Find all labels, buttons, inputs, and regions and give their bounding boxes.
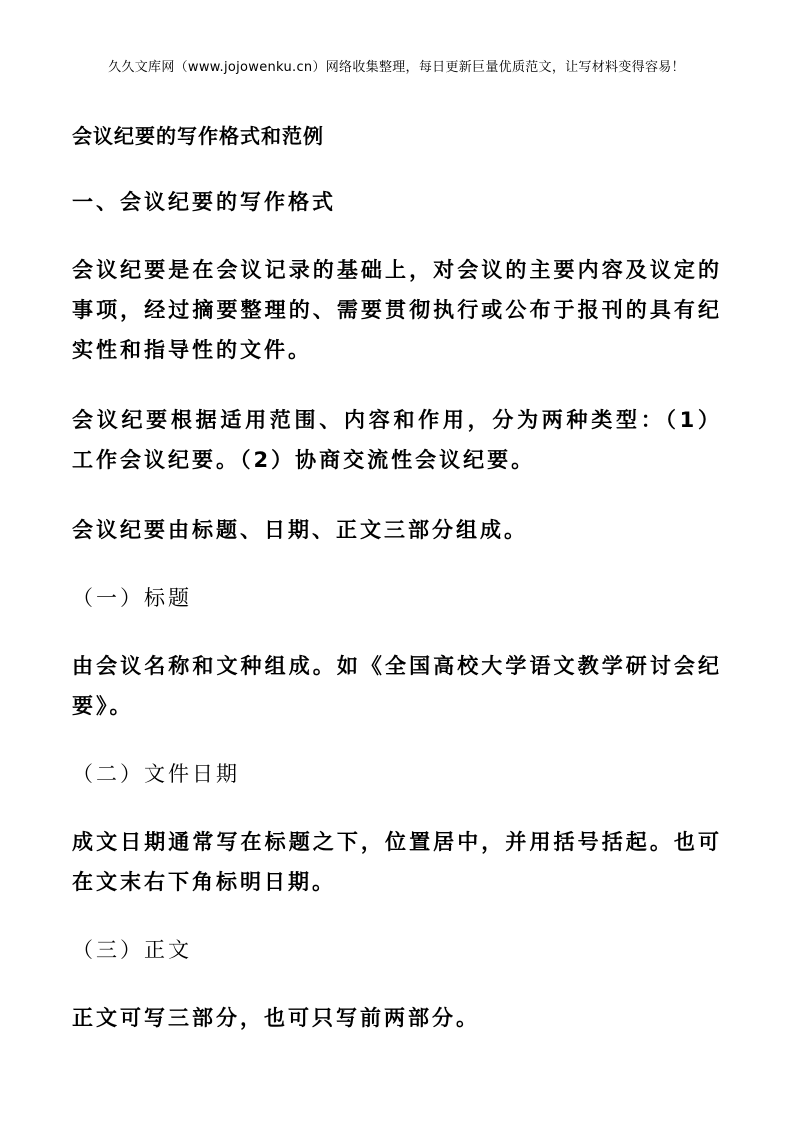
- paragraph-structure: 会议纪要由标题、日期、正文三部分组成。: [72, 518, 528, 542]
- paragraph-date-desc: 成文日期通常写在标题之下，位置居中，并用括号括起。也可在文末右下角标明日期。: [72, 830, 722, 894]
- paragraph-definition: 会议纪要是在会议记录的基础上，对会议的主要内容及议定的事项，经过摘要整理的、需要贯彻执行或公布于报刊的具有纪实性和指导性的文件。: [72, 258, 722, 362]
- subheading-title: （一）标题: [72, 586, 192, 610]
- section-heading-1: 一、会议纪要的写作格式: [72, 190, 336, 214]
- paragraph-types: 会议纪要根据适用范围、内容和作用，分为两种类型：（1）工作会议纪要。（2）协商交流性会议纪要。: [72, 408, 722, 472]
- paragraph-title-desc: 由会议名称和文种组成。如《全国高校大学语文教学研讨会纪要》。: [72, 654, 722, 718]
- paragraph-body-desc: 正文可写三部分，也可只写前两部分。: [72, 1006, 480, 1030]
- document-title: 会议纪要的写作格式和范例: [72, 124, 324, 148]
- page-header-banner: 久久文库网（www.jojowenku.cn）网络收集整理，每日更新巨量优质范文，让写材料变得容易！: [108, 60, 685, 75]
- document-body: [72, 118, 722, 1068]
- subheading-date: （二）文件日期: [72, 762, 240, 786]
- subheading-body: （三）正文: [72, 938, 192, 962]
